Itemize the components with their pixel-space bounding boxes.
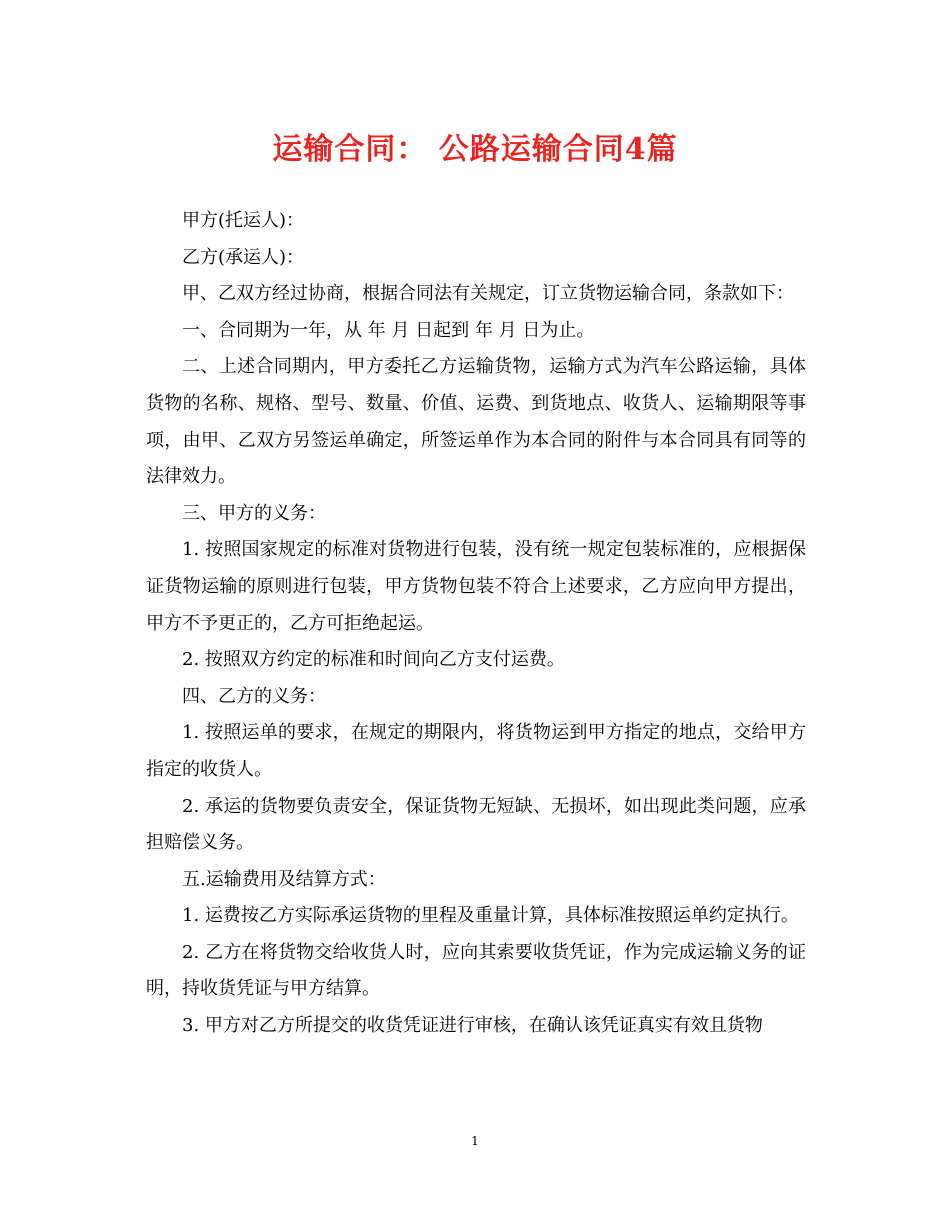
paragraph-clause-2: 二、上述合同期内，甲方委托乙方运输货物，运输方式为汽车公路运输，具体货物的名称、规格、型号、数量、价值、运费、到货地点、收货人、运输期限等事项，由甲、乙双方另签运单确定，所签运单作为本合同的附件与本合同具有同等的法律效力。: [146, 356, 806, 488]
paragraph-clause-3-item-2: 2. 按照双方约定的标准和时间向乙方支付运费。: [182, 649, 565, 671]
paragraph-clause-4-item-2: 2. 承运的货物要负责安全，保证货物无短缺、无损坏，如出现此类问题，应承担赔偿义务。: [146, 795, 806, 854]
paragraph-clause-4-heading: 四、乙方的义务：: [182, 685, 326, 707]
paragraph-clause-5-item-3: 3. 甲方对乙方所提交的收货凭证进行审核，在确认该凭证真实有效且货物: [182, 1015, 763, 1037]
paragraph-clause-4-item-1: 1. 按照运单的要求，在规定的期限内，将货物运到甲方指定的地点，交给甲方指定的收货人。: [146, 722, 806, 780]
page-number: 1: [471, 1134, 479, 1148]
paragraph-clause-5-heading: 五.运输费用及结算方式：: [182, 868, 386, 890]
paragraph-clause-5-item-1: 1. 运费按乙方实际承运货物的里程及重量计算，具体标准按照运单约定执行。: [182, 905, 799, 927]
paragraph-party-a: 甲方(托运人)：: [182, 210, 305, 231]
paragraph-clause-1: 一、合同期为一年，从 年 月 日起到 年 月 日为止。: [182, 319, 595, 341]
document-body: [146, 203, 806, 1045]
paragraph-preamble: 甲、乙双方经过协商，根据合同法有关规定，订立货物运输合同，条款如下：: [182, 283, 794, 305]
document-title: 运输合同： 公路运输合同4篇: [272, 132, 678, 167]
paragraph-party-b: 乙方(承运人)：: [182, 246, 305, 268]
paragraph-clause-5-item-2: 2. 乙方在将货物交给收货人时，应向其索要收货凭证，作为完成运输义务的证明，持收货凭证与甲方结算。: [146, 941, 806, 1000]
paragraph-clause-3-heading: 三、甲方的义务：: [182, 502, 326, 524]
paragraph-clause-3-item-1: 1. 按照国家规定的标准对货物进行包装，没有统一规定包装标准的，应根据保证货物运输的原则进行包装，甲方货物包装不符合上述要求，乙方应向甲方提出，甲方不予更正的，乙方可拒绝起运。: [146, 539, 806, 634]
